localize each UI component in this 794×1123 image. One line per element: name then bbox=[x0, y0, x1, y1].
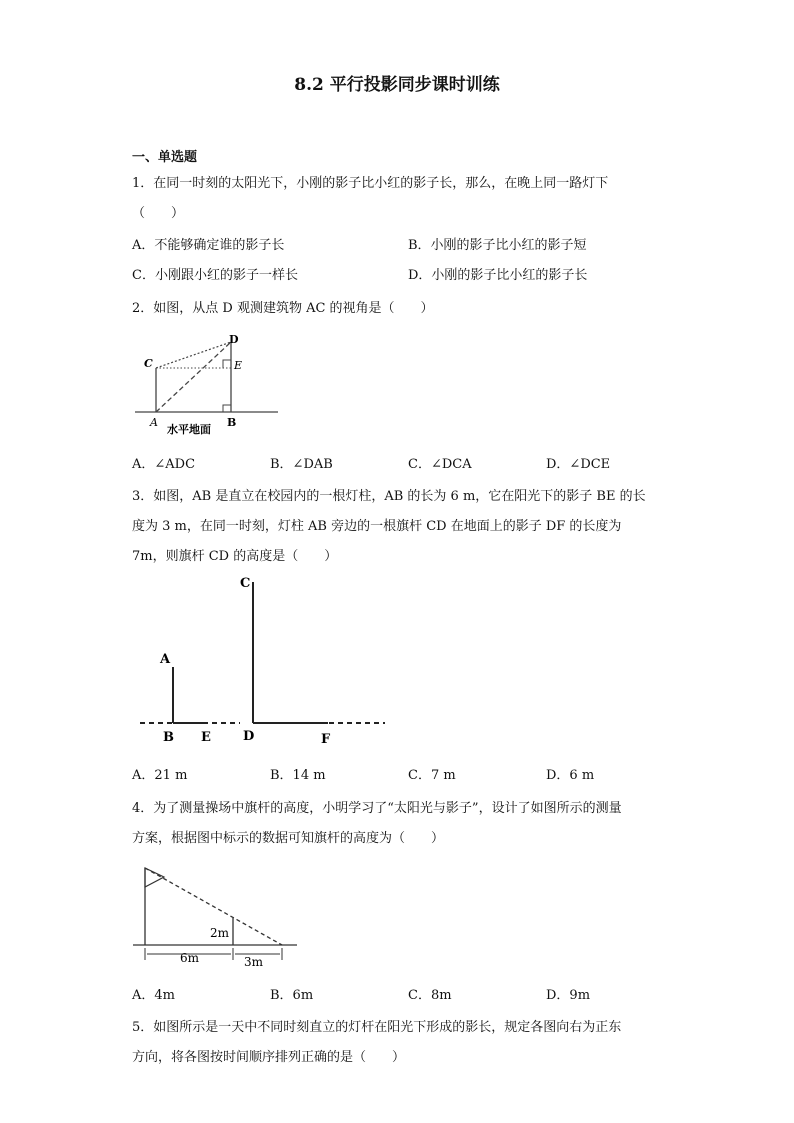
label-2m: 2m bbox=[210, 926, 230, 940]
label-c: C bbox=[240, 576, 251, 591]
question-5-text: 5．如图所示是一天中不同时刻直立的灯杆在阳光下形成的影长，规定各图向右为正东 bbox=[132, 1020, 622, 1035]
question-5-text-cont: 方向，将各图按时间顺序排列正确的是（ ） bbox=[132, 1050, 406, 1065]
question-1-option-a: A．不能够确定谁的影子长 bbox=[132, 238, 285, 253]
question-1-option-d: D．小刚的影子比小红的影子长 bbox=[408, 268, 588, 283]
question-4-text-cont: 方案，根据图中标示的数据可知旗杆的高度为（ ） bbox=[132, 831, 445, 846]
right-angle-b bbox=[223, 405, 231, 412]
question-2-text: 2．如图，从点 D 观测建筑物 AC 的视角是（ ） bbox=[132, 301, 434, 316]
label-d: D bbox=[229, 333, 239, 346]
label-c: C bbox=[144, 357, 153, 370]
question-1-text-cont: （ ） bbox=[132, 206, 185, 221]
label-a: A bbox=[160, 652, 171, 667]
label-b: B bbox=[163, 730, 174, 745]
question-3-figure bbox=[130, 570, 392, 752]
question-4-option-d: D．9m bbox=[546, 988, 591, 1003]
question-2-option-c: C．∠DCA bbox=[408, 457, 472, 472]
question-3-option-b: B．14 m bbox=[270, 768, 326, 783]
question-2-option-a: A．∠ADC bbox=[132, 457, 196, 472]
question-4-text: 4．为了测量操场中旗杆的高度，小明学习了“太阳光与影子”，设计了如图所示的测量 bbox=[132, 801, 622, 816]
question-4-option-a: A．4m bbox=[132, 988, 175, 1003]
question-4-option-c: C．8m bbox=[408, 988, 452, 1003]
label-f: F bbox=[321, 732, 331, 747]
question-3-text-cont2: 7m，则旗杆 CD 的高度是（ ） bbox=[132, 549, 338, 564]
question-1-text: 1．在同一时刻的太阳光下，小刚的影子比小红的影子长，那么，在晚上同一路灯下 bbox=[132, 176, 609, 191]
section-heading: 一、单选题 bbox=[132, 150, 198, 165]
sight-line-da bbox=[156, 342, 231, 412]
label-e: E bbox=[234, 359, 243, 372]
question-2-option-d: D．∠DCE bbox=[546, 457, 611, 472]
question-3-text-cont: 度为 3 m，在同一时刻，灯柱 AB 旁边的一根旗杆 CD 在地面上的影子 DF 的长度为 bbox=[132, 519, 622, 534]
question-2-option-b: B．∠DAB bbox=[270, 457, 333, 472]
label-e: E bbox=[201, 730, 211, 745]
page-title: 8.2 平行投影同步课时训练 bbox=[294, 75, 500, 95]
label-a: A bbox=[150, 416, 158, 429]
question-3-option-a: A．21 m bbox=[132, 768, 188, 783]
right-angle-e bbox=[223, 360, 231, 368]
sight-line-dc bbox=[156, 342, 231, 368]
question-3-option-d: D．6 m bbox=[546, 768, 595, 783]
label-6m: 6m bbox=[180, 951, 200, 965]
question-2-figure bbox=[130, 328, 290, 440]
question-4-option-b: B．6m bbox=[270, 988, 314, 1003]
question-3-option-c: C．7 m bbox=[408, 768, 456, 783]
ground-label: 水平地面 bbox=[167, 423, 211, 436]
flag-icon bbox=[145, 868, 164, 887]
question-4-figure bbox=[130, 860, 302, 972]
question-1-option-c: C．小刚跟小红的影子一样长 bbox=[132, 268, 298, 283]
question-3-text: 3．如图，AB 是直立在校园内的一根灯柱，AB 的长为 6 m，它在阳光下的影子 BE 的长 bbox=[132, 489, 646, 504]
label-b: B bbox=[227, 416, 237, 429]
label-3m: 3m bbox=[244, 955, 264, 969]
label-d: D bbox=[243, 729, 255, 744]
question-1-option-b: B．小刚的影子比小红的影子短 bbox=[408, 238, 587, 253]
